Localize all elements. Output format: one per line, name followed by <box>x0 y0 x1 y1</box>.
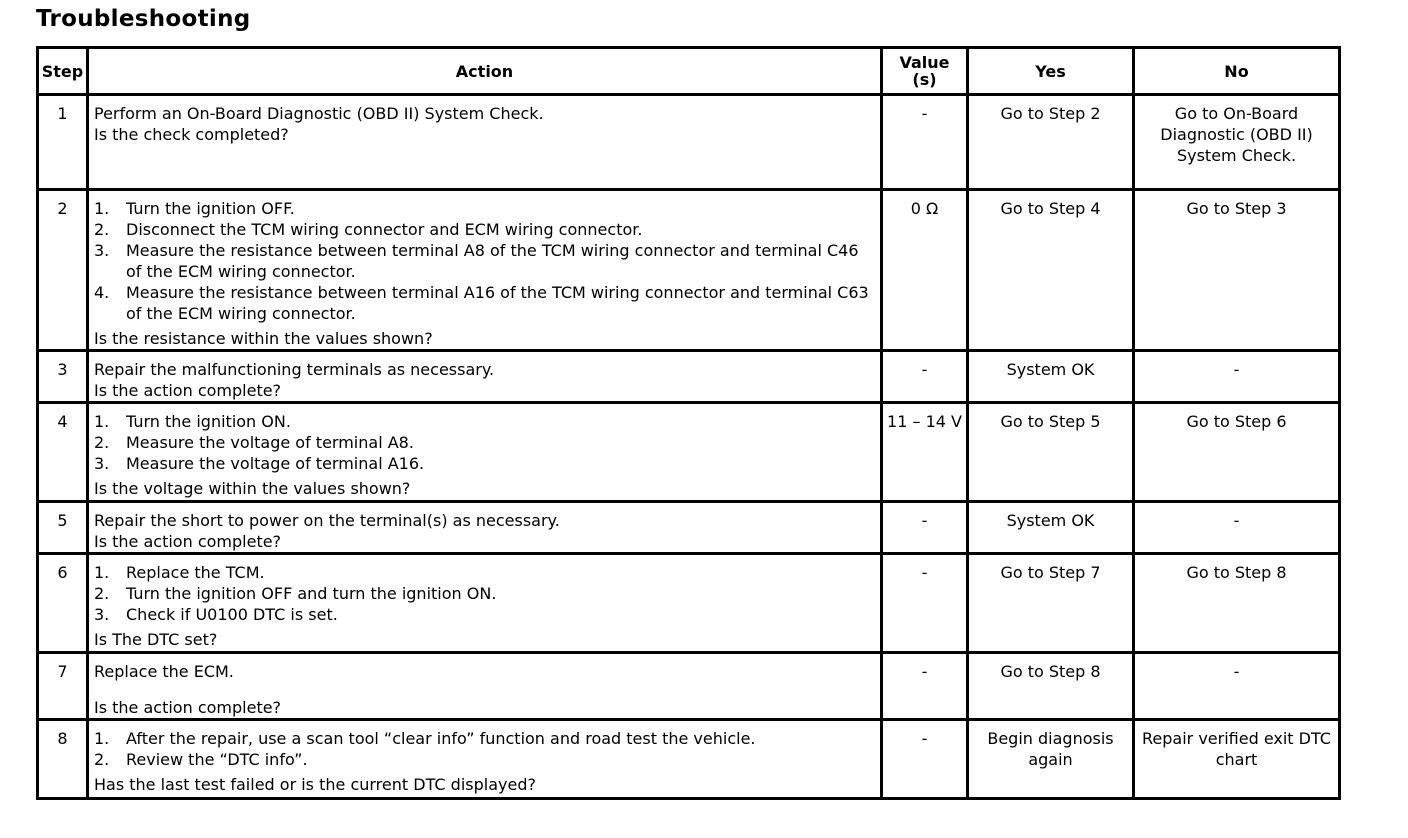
step-cell: 4 <box>38 403 88 502</box>
table-row <box>38 653 1340 720</box>
action-question: Is the resistance within the values shown? <box>94 329 433 348</box>
action-question: Is the action complete? <box>94 532 282 551</box>
value-cell: - <box>882 720 968 799</box>
header-value <box>882 48 968 95</box>
action-cell <box>88 351 882 403</box>
yes-cell: Begin diagnosis again <box>968 720 1134 799</box>
action-step-number: 1. <box>94 412 110 431</box>
action-steps-list <box>94 562 874 625</box>
action-cell <box>88 403 882 502</box>
no-cell: Go to On-Board Diagnostic (OBD II) System Check. <box>1134 95 1340 190</box>
header-value-line2: (s) <box>912 70 937 89</box>
action-step-text: After the repair, use a scan tool “clear info” function and road test the vehicle. <box>126 729 756 748</box>
troubleshooting-table <box>36 46 1341 800</box>
action-question: Is the voltage within the values shown? <box>94 479 411 498</box>
action-step-text: Measure the voltage of terminal A16. <box>126 454 425 473</box>
action-step-item <box>94 282 874 324</box>
table-row <box>38 554 1340 653</box>
table-row <box>38 403 1340 502</box>
yes-cell: Go to Step 2 <box>968 95 1134 190</box>
action-question: Is the action complete? <box>94 381 282 400</box>
page-title: Troubleshooting <box>36 6 251 32</box>
action-step-item <box>94 432 874 453</box>
action-step-text: Check if U0100 DTC is set. <box>126 605 338 624</box>
action-question: Is The DTC set? <box>94 630 218 649</box>
action-step-number: 2. <box>94 433 110 452</box>
action-line: Replace the ECM. <box>94 662 234 681</box>
value-cell: - <box>882 653 968 720</box>
value-cell: - <box>882 95 968 190</box>
table-row <box>38 351 1340 403</box>
step-cell: 3 <box>38 351 88 403</box>
action-step-text: Review the “DTC info”. <box>126 750 308 769</box>
action-step-text: Replace the TCM. <box>126 563 265 582</box>
value-cell: - <box>882 351 968 403</box>
no-cell: - <box>1134 502 1340 554</box>
action-cell <box>88 502 882 554</box>
action-step-number: 1. <box>94 199 110 218</box>
header-no: No <box>1134 48 1340 95</box>
action-step-text: Turn the ignition OFF and turn the ignition ON. <box>126 584 497 603</box>
action-step-text: Measure the resistance between terminal A8 of the TCM wiring connector and terminal C46 of the ECM wiring connector. <box>126 241 859 281</box>
value-cell: 0 Ω <box>882 190 968 351</box>
yes-cell: Go to Step 8 <box>968 653 1134 720</box>
action-step-item <box>94 198 874 219</box>
header-step: Step <box>38 48 88 95</box>
action-step-number: 1. <box>94 563 110 582</box>
table-row <box>38 190 1340 351</box>
action-step-text: Measure the resistance between terminal A16 of the TCM wiring connector and terminal C63 of the ECM wiring connector. <box>126 283 869 323</box>
action-cell <box>88 190 882 351</box>
action-step-item <box>94 583 874 604</box>
no-cell: Go to Step 3 <box>1134 190 1340 351</box>
value-cell: 11 – 14 V <box>882 403 968 502</box>
step-cell: 5 <box>38 502 88 554</box>
table-row <box>38 95 1340 190</box>
action-step-number: 4. <box>94 283 110 302</box>
action-question: Has the last test failed or is the current DTC displayed? <box>94 775 536 794</box>
step-cell: 2 <box>38 190 88 351</box>
step-cell: 6 <box>38 554 88 653</box>
header-yes: Yes <box>968 48 1134 95</box>
no-cell: - <box>1134 351 1340 403</box>
action-line: Perform an On-Board Diagnostic (OBD II) System Check. <box>94 104 544 123</box>
action-steps-list <box>94 198 874 324</box>
action-cell <box>88 95 882 190</box>
action-step-number: 2. <box>94 220 110 239</box>
action-step-item <box>94 453 874 474</box>
action-step-text: Measure the voltage of terminal A8. <box>126 433 414 452</box>
no-cell: - <box>1134 653 1340 720</box>
step-cell: 8 <box>38 720 88 799</box>
header-action: Action <box>88 48 882 95</box>
action-cell <box>88 554 882 653</box>
value-cell: - <box>882 554 968 653</box>
action-step-number: 3. <box>94 241 110 260</box>
action-step-number: 1. <box>94 729 110 748</box>
action-step-text: Turn the ignition OFF. <box>126 199 295 218</box>
yes-cell: System OK <box>968 502 1134 554</box>
yes-cell: System OK <box>968 351 1134 403</box>
header-row <box>38 48 1340 95</box>
no-cell: Go to Step 8 <box>1134 554 1340 653</box>
table-row <box>38 502 1340 554</box>
action-steps-list <box>94 728 874 770</box>
action-step-number: 3. <box>94 454 110 473</box>
action-step-item <box>94 728 874 749</box>
no-cell: Go to Step 6 <box>1134 403 1340 502</box>
action-step-item <box>94 219 874 240</box>
table-row <box>38 720 1340 799</box>
yes-cell: Go to Step 5 <box>968 403 1134 502</box>
action-question: Is the check completed? <box>94 125 289 144</box>
action-step-number: 2. <box>94 750 110 769</box>
action-step-number: 3. <box>94 605 110 624</box>
action-cell <box>88 653 882 720</box>
value-cell: - <box>882 502 968 554</box>
action-step-item <box>94 240 874 282</box>
step-cell: 7 <box>38 653 88 720</box>
header-value-line1: Value <box>899 53 950 72</box>
yes-cell: Go to Step 7 <box>968 554 1134 653</box>
action-step-item <box>94 562 874 583</box>
action-step-item <box>94 749 874 770</box>
action-steps-list <box>94 411 874 474</box>
yes-cell: Go to Step 4 <box>968 190 1134 351</box>
step-cell: 1 <box>38 95 88 190</box>
action-line: Repair the malfunctioning terminals as necessary. <box>94 360 495 379</box>
action-question: Is the action complete? <box>94 698 282 717</box>
action-line: Repair the short to power on the terminal(s) as necessary. <box>94 511 560 530</box>
no-cell: Repair verified exit DTC chart <box>1134 720 1340 799</box>
action-step-item <box>94 411 874 432</box>
action-step-number: 2. <box>94 584 110 603</box>
action-step-text: Turn the ignition ON. <box>126 412 291 431</box>
action-cell <box>88 720 882 799</box>
action-step-item <box>94 604 874 625</box>
action-step-text: Disconnect the TCM wiring connector and ECM wiring connector. <box>126 220 643 239</box>
